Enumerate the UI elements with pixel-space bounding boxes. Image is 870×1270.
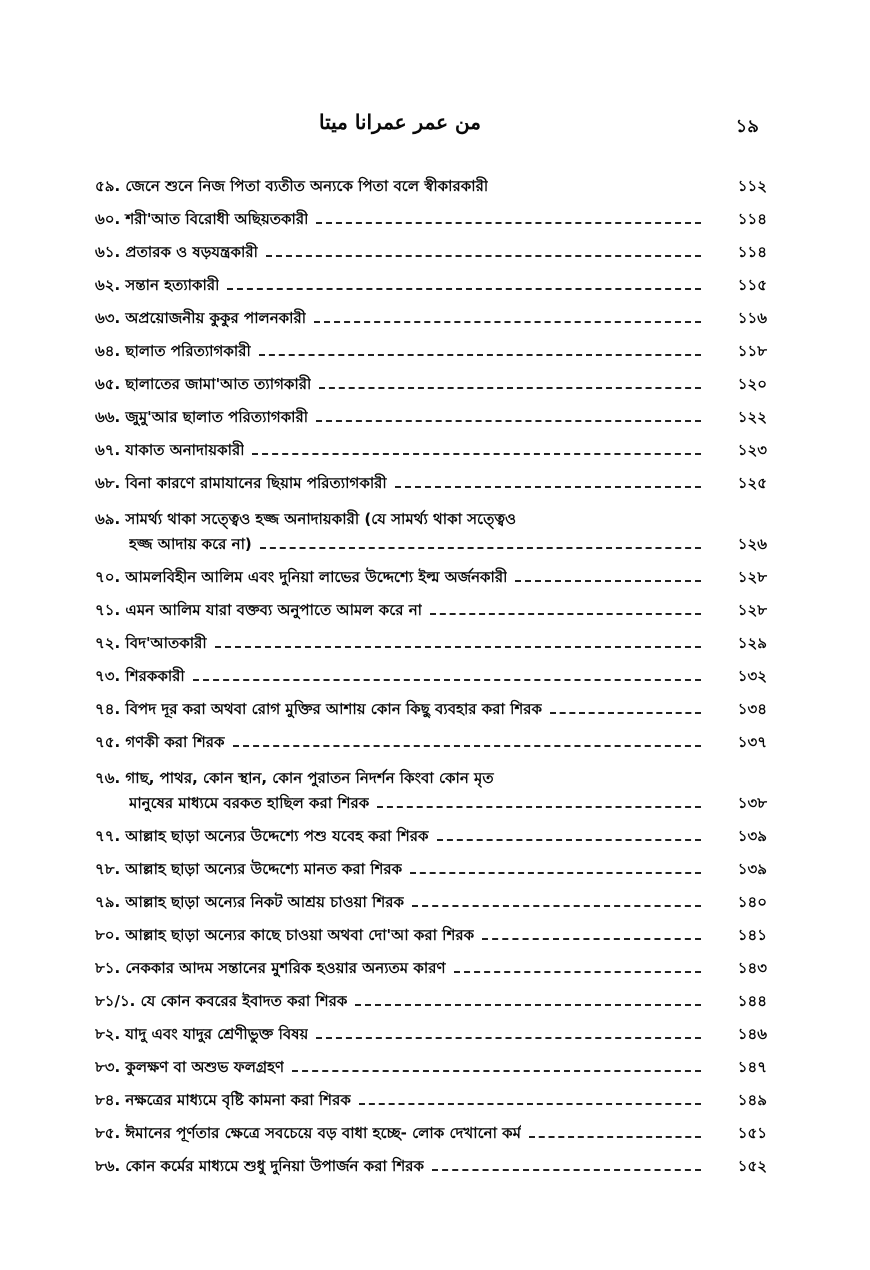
toc-entry-page: ১১৪ xyxy=(737,243,767,261)
toc-entry-page: ১১৪ xyxy=(737,210,767,228)
toc-entry-page: ১৩৪ xyxy=(737,700,767,718)
dot-leader xyxy=(437,839,701,841)
toc-entry[interactable] xyxy=(95,229,767,262)
toc-entry-label: ৮১. নেককার আদম সন্তানের মুশরিক হওয়ার অন্যতম কারণ xyxy=(95,959,446,977)
toc-entry[interactable] xyxy=(95,846,767,879)
toc-entry-page: ১৪১ xyxy=(737,926,767,944)
dot-leader xyxy=(359,1103,701,1105)
toc-entry-label: ৬৪. ছালাত পরিত্যাগকারী xyxy=(95,342,251,360)
page-header xyxy=(95,110,765,144)
toc-entry-page: ১২৯ xyxy=(737,634,767,652)
toc-entry-label-continued: মানুষের মাধ্যমে বরকত হাছিল করা শিরক xyxy=(129,794,370,812)
dot-leader xyxy=(266,255,701,257)
toc-entry-label: ৫৯. জেনে শুনে নিজ পিতা ব্যতীত অন্যকে পিতা বলে স্বীকারকারী xyxy=(95,177,489,195)
toc-entry-label: ৬৩. অপ্রয়োজনীয় কুকুর পালনকারী xyxy=(95,309,307,327)
dot-leader xyxy=(529,1136,701,1138)
toc-entry-label: ৬২. সন্তান হত্যাকারী xyxy=(95,276,220,294)
dot-leader xyxy=(550,712,701,714)
toc-entry[interactable] xyxy=(95,1110,767,1143)
toc-entry[interactable] xyxy=(95,752,767,813)
toc-entry-page: ১৪৪ xyxy=(737,992,767,1010)
header-page-number: ১৯ xyxy=(735,116,759,137)
toc-entry-label: ৬৯. সামর্থ্য থাকা সত্ত্বেও হজ্জ অনাদায়কারী (যে সামর্থ্য থাকা সত্ত্বেও xyxy=(95,510,517,528)
toc-entry-label: ৮৩. কুলক্ষণ বা অশুভ ফলগ্রহণ xyxy=(95,1058,285,1076)
toc-entry-label: ৮২. যাদু এবং যাদুর শ্রেণীভুক্ত বিষয় xyxy=(95,1025,309,1043)
toc-entry-label: ৭৮. আল্লাহ ছাড়া অন্যের উদ্দেশ্যে মানত করা শিরক xyxy=(95,860,403,878)
toc-entry-label: ৮৫. ঈমানের পূর্ণতার ক্ষেত্রে সবচেয়ে বড় বাধা হচ্ছে- লোক দেখানো কর্ম xyxy=(95,1124,521,1142)
toc-entry[interactable] xyxy=(95,620,767,653)
toc-entry-label: ৮৪. নক্ষত্রের মাধ্যমে বৃষ্টি কামনা করা শিরক xyxy=(95,1091,351,1109)
toc-entry-page: ১৩২ xyxy=(737,667,767,685)
toc-entry-page: ১২৩ xyxy=(737,441,767,459)
toc-entry[interactable] xyxy=(95,978,767,1011)
toc-entry-page: ১৩৯ xyxy=(737,827,767,845)
toc-entry-label: ৬০. শরী'আত বিরোধী অছিয়তকারী xyxy=(95,210,309,228)
toc-entry[interactable] xyxy=(95,879,767,912)
toc-entry[interactable] xyxy=(95,912,767,945)
toc-entry[interactable] xyxy=(95,587,767,620)
toc-entry[interactable] xyxy=(95,427,767,460)
toc-entry[interactable] xyxy=(95,295,767,328)
toc-entry-page: ১৪০ xyxy=(737,893,767,911)
dot-leader xyxy=(316,420,701,422)
toc-entry-label: ৭৪. বিপদ দূর করা অথবা রোগ মুক্তির আশায় কোন কিছু ব্যবহার করা শিরক xyxy=(95,700,542,718)
toc-entry-page: ১২০ xyxy=(737,375,767,393)
toc-entry-page: ১৩৮ xyxy=(737,794,767,812)
toc-entry-page: ১৪৩ xyxy=(737,959,767,977)
toc-entry-label: ৬৫. ছালাতের জামা'আত ত্যাগকারী xyxy=(95,375,312,393)
toc-entry-label: ৭১. এমন আলিম যারা বক্তব্য অনুপাতে আমল করে না xyxy=(95,601,422,619)
toc-entry[interactable] xyxy=(95,394,767,427)
toc-entry-label: ৭৬. গাছ, পাথর, কোন স্থান, কোন পুরাতন নিদর্শন কিংবা কোন মৃত xyxy=(95,769,494,787)
toc-entry[interactable] xyxy=(95,686,767,719)
toc-entry-label-continued: হজ্জ আদায় করে না) xyxy=(129,535,252,553)
toc-entry-page: ১৪৭ xyxy=(737,1058,767,1076)
toc-entry[interactable] xyxy=(95,653,767,686)
toc-entry[interactable] xyxy=(95,361,767,394)
toc-entry-label: ৬৬. জুমু'আর ছালাত পরিত্যাগকারী xyxy=(95,408,309,426)
toc-entry-label: ৬১. প্রতারক ও ষড়যন্ত্রকারী xyxy=(95,243,258,261)
header-title: من عمر عمرانا ميتا xyxy=(319,110,481,134)
toc-entry[interactable] xyxy=(95,196,767,229)
toc-entry-page: ১১৫ xyxy=(737,276,767,294)
dot-leader xyxy=(412,905,701,907)
toc-entry-label: ৭৭. আল্লাহ ছাড়া অন্যের উদ্দেশ্যে পশু যবেহ করা শিরক xyxy=(95,827,429,845)
dot-leader xyxy=(482,938,701,940)
dot-leader xyxy=(193,679,701,681)
toc-entry-continuation xyxy=(95,793,767,813)
toc-entry-label: ৮০. আল্লাহ ছাড়া অন্যের কাছে চাওয়া অথবা দো'আ করা শিরক xyxy=(95,926,475,944)
toc-entry-label: ৭৩. শিরককারী xyxy=(95,667,185,685)
toc-entry-label: ৬৭. যাকাত অনাদায়কারী xyxy=(95,441,245,459)
toc-entry[interactable] xyxy=(95,460,767,493)
dot-leader xyxy=(316,1037,701,1039)
toc-entry-page: ১২৫ xyxy=(737,474,767,492)
dot-leader xyxy=(454,971,701,973)
dot-leader xyxy=(355,1004,701,1006)
table-of-contents xyxy=(95,163,767,1176)
dot-leader xyxy=(260,547,701,549)
dot-leader xyxy=(252,453,701,455)
dot-leader xyxy=(430,613,701,615)
toc-entry[interactable] xyxy=(95,1011,767,1044)
toc-entry-label: ৭৯. আল্লাহ ছাড়া অন্যের নিকট আশ্রয় চাওয়া শিরক xyxy=(95,893,404,911)
toc-entry-page: ১৪৯ xyxy=(737,1091,767,1109)
toc-entry-label: ৬৮. বিনা কারণে রামাযানের ছিয়াম পরিত্যাগকারী xyxy=(95,474,387,492)
toc-entry[interactable] xyxy=(95,945,767,978)
dot-leader xyxy=(314,321,701,323)
toc-entry-page: ১১২ xyxy=(737,177,767,195)
toc-entry[interactable] xyxy=(95,328,767,361)
toc-entry-label: ৭৫. গণকী করা শিরক xyxy=(95,733,225,751)
toc-entry-page: ১১৬ xyxy=(737,309,767,327)
toc-entry-page: ১৩৯ xyxy=(737,860,767,878)
dot-leader xyxy=(395,486,701,488)
toc-entry-page: ১৪৬ xyxy=(737,1025,767,1043)
toc-entry-label: ৭২. বিদ'আতকারী xyxy=(95,634,207,652)
toc-entry-page: ১২৮ xyxy=(737,601,767,619)
toc-entry-page: ১৫১ xyxy=(737,1124,767,1142)
dot-leader xyxy=(432,1169,701,1171)
toc-entry-continuation xyxy=(95,534,767,554)
dot-leader xyxy=(292,1070,701,1072)
toc-entry-page: ১২৮ xyxy=(737,568,767,586)
toc-entry-label: ৮৬. কোন কর্মের মাধ্যমে শুধু দুনিয়া উপার্জন করা শিরক xyxy=(95,1157,424,1175)
toc-entry[interactable] xyxy=(95,1077,767,1110)
dot-leader xyxy=(377,806,701,808)
dot-leader xyxy=(227,288,701,290)
dot-leader xyxy=(259,354,701,356)
toc-entry-label: ৭০. আমলবিহীন আলিম এবং দুনিয়া লাভের উদ্দেশ্যে ইল্ম অর্জনকারী xyxy=(95,568,508,586)
toc-entry-page: ১২৬ xyxy=(737,535,767,553)
toc-entry-page: ১৫২ xyxy=(737,1157,767,1175)
toc-entry-page: ১১৮ xyxy=(737,342,767,360)
toc-entry[interactable] xyxy=(95,1143,767,1176)
toc-entry[interactable] xyxy=(95,813,767,846)
dot-leader xyxy=(319,387,701,389)
toc-entry[interactable] xyxy=(95,493,767,554)
toc-entry[interactable] xyxy=(95,163,767,196)
dot-leader xyxy=(215,646,701,648)
toc-entry[interactable] xyxy=(95,1044,767,1077)
dot-leader xyxy=(233,745,701,747)
toc-entry-page: ১৩৭ xyxy=(737,733,767,751)
toc-entry[interactable] xyxy=(95,554,767,587)
toc-entry-page: ১২২ xyxy=(737,408,767,426)
toc-entry-label: ৮১/১. যে কোন কবরের ইবাদত করা শিরক xyxy=(95,992,348,1010)
toc-entry[interactable] xyxy=(95,262,767,295)
dot-leader xyxy=(316,222,701,224)
toc-entry[interactable] xyxy=(95,719,767,752)
dot-leader xyxy=(515,580,701,582)
dot-leader xyxy=(410,872,701,874)
dot-leader xyxy=(496,189,701,191)
